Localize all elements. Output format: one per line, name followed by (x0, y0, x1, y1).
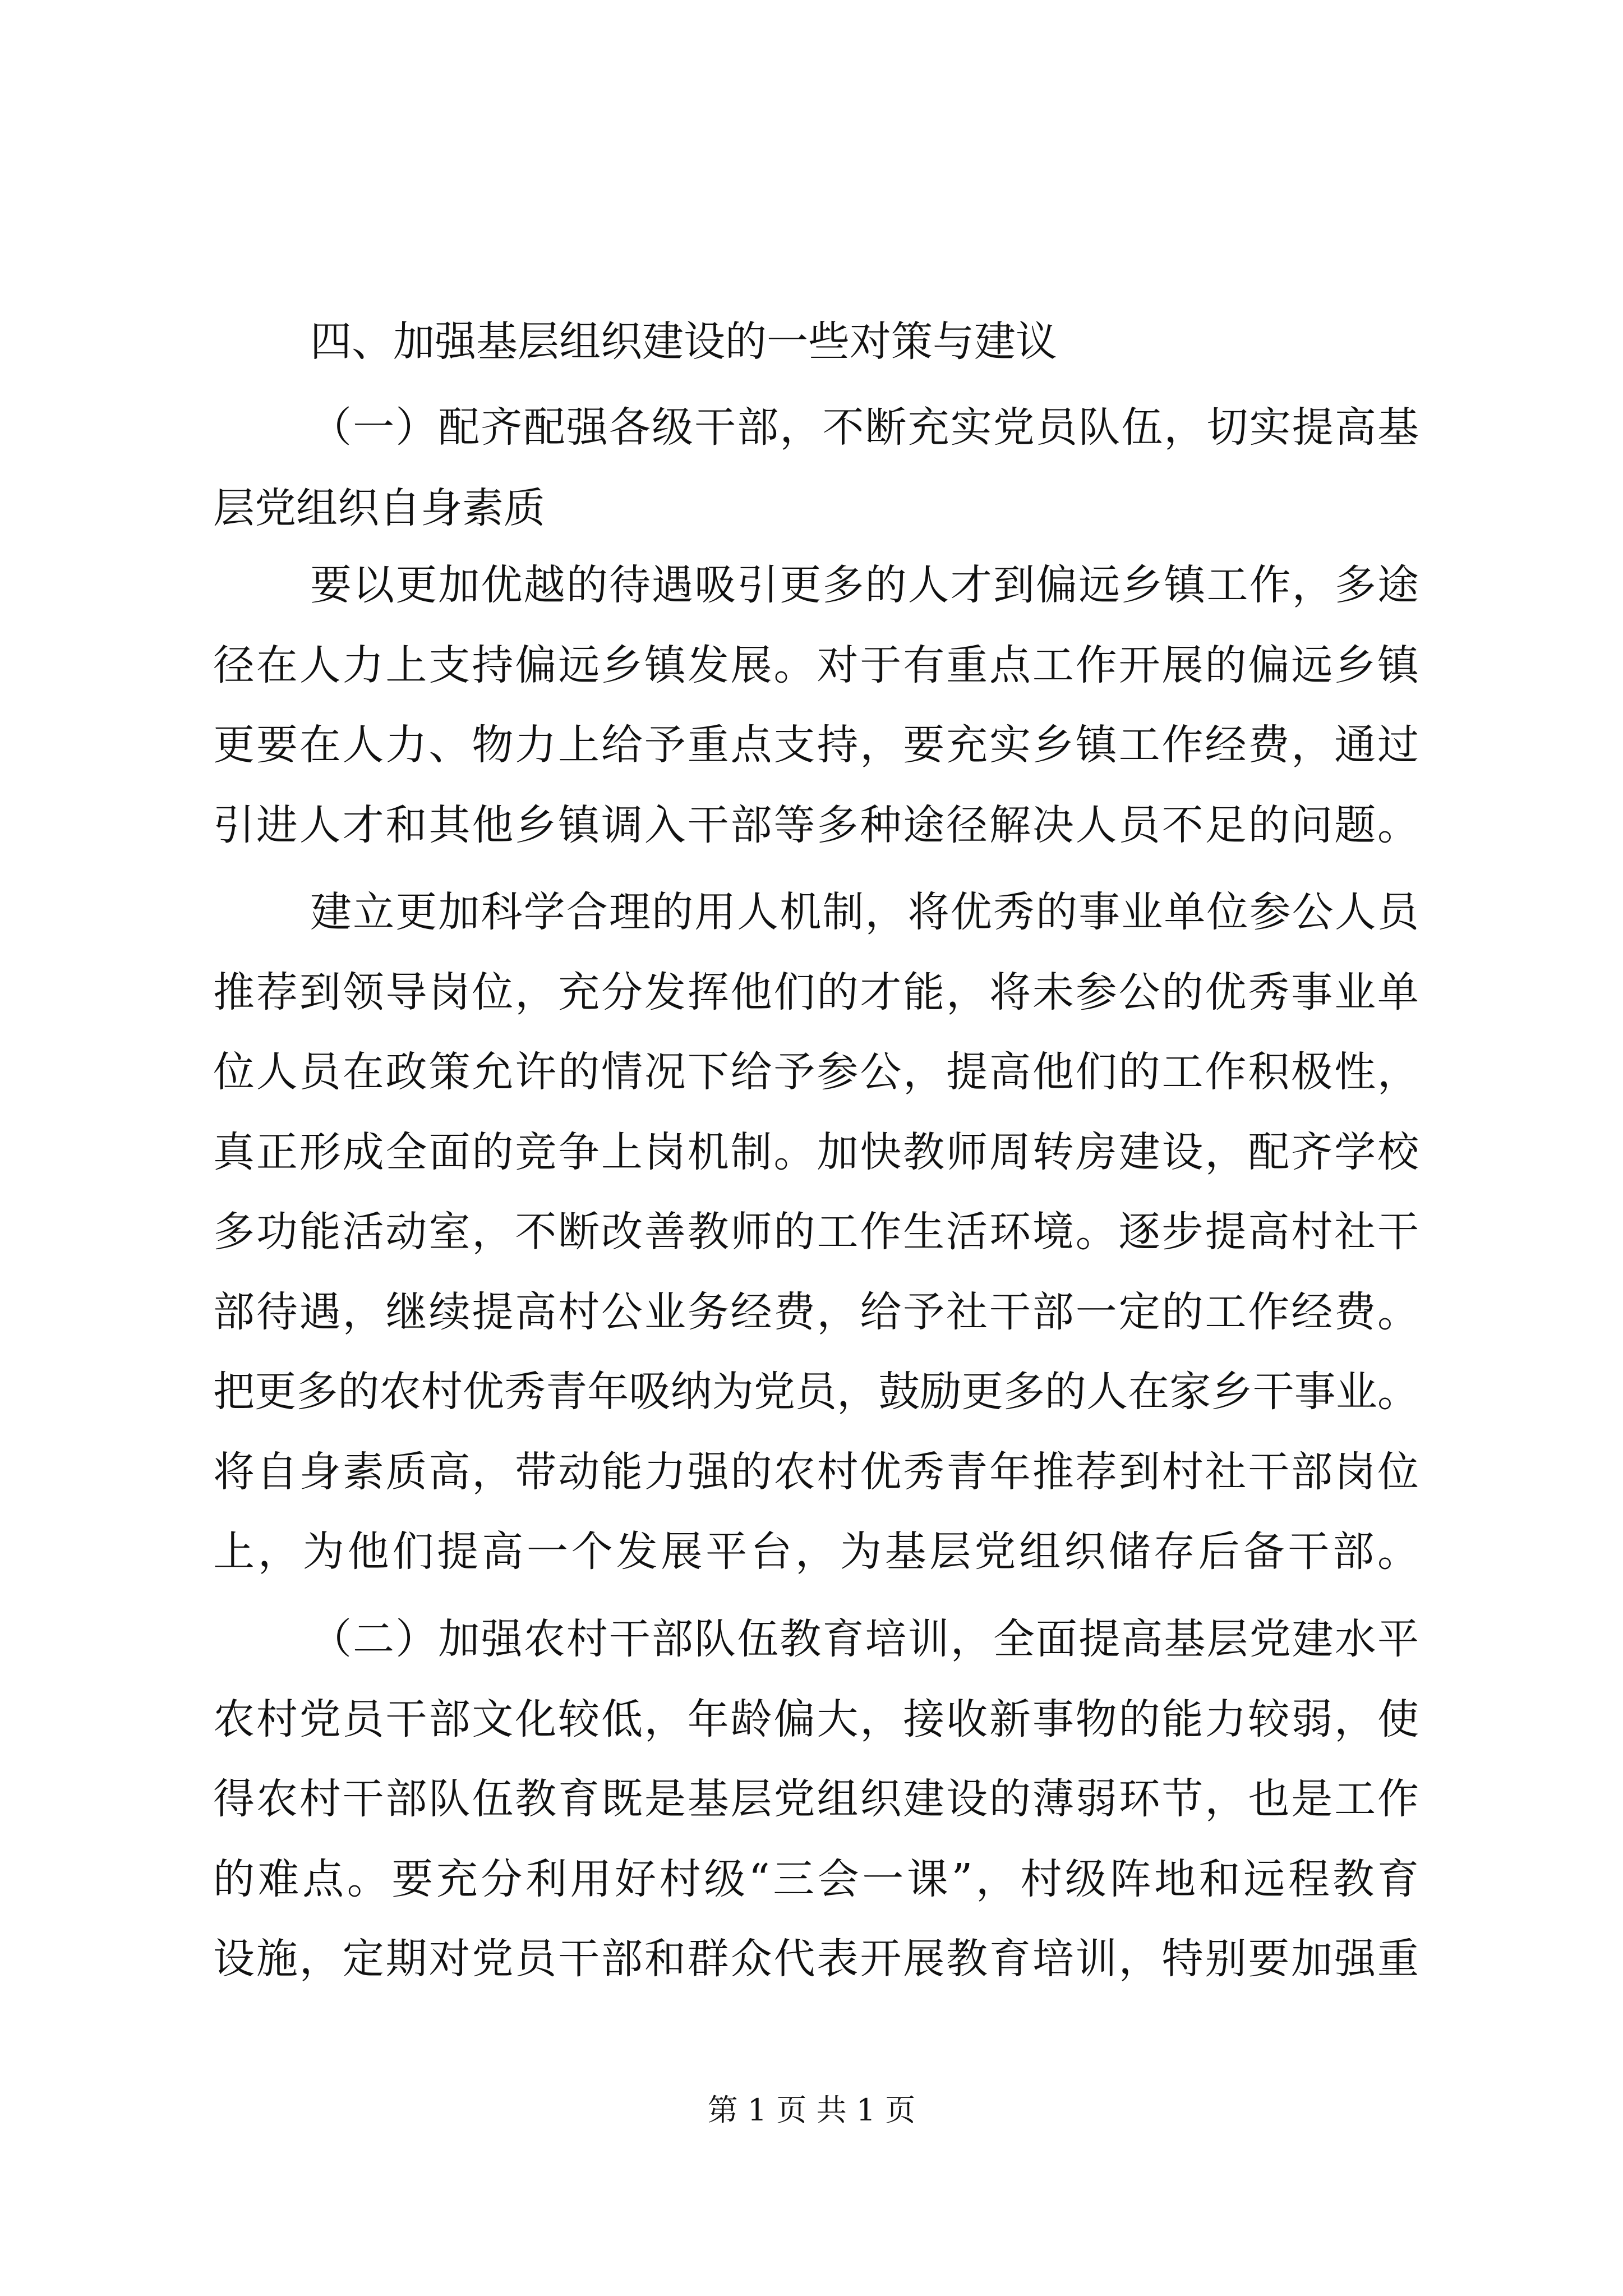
paragraph-line: 把更多的农村优秀青年吸纳为党员，鼓励更多的人在家乡干事业。 (213, 1368, 1419, 1416)
subsection-heading-2: （二）加强农村干部队伍教育培训，全面提高基层党建水平 (310, 1615, 1419, 1663)
paragraph-line: 径在人力上支持偏远乡镇发展。对于有重点工作开展的偏远乡镇 (213, 641, 1419, 689)
paragraph-line: 引进人才和其他乡镇调入干部等多种途径解决人员不足的问题。 (213, 801, 1419, 849)
paragraph-line: 建立更加科学合理的用人机制，将优秀的事业单位参公人员 (310, 888, 1419, 936)
paragraph-line: 要以更加优越的待遇吸引更多的人才到偏远乡镇工作，多途 (310, 561, 1419, 609)
paragraph-line: 部待遇，继续提高村公业务经费，给予社干部一定的工作经费。 (213, 1288, 1419, 1336)
paragraph-line: 将自身素质高，带动能力强的农村优秀青年推荐到村社干部岗位 (213, 1448, 1419, 1496)
subsection-heading-1: （一）配齐配强各级干部，不断充实党员队伍，切实提高基 (310, 403, 1419, 452)
paragraph-line: 设施，定期对党员干部和群众代表开展教育培训，特别要加强重 (213, 1935, 1419, 1983)
paragraph-line: 的难点。要充分利用好村级“三会一课”，村级阵地和远程教育 (213, 1855, 1419, 1903)
paragraph-line: 位人员在政策允许的情况下给予参公，提高他们的工作积极性， (213, 1048, 1419, 1096)
paragraph-line: 得农村干部队伍教育既是基层党组织建设的薄弱环节，也是工作 (213, 1775, 1419, 1823)
paragraph-line: 农村党员干部文化较低，年龄偏大，接收新事物的能力较弱，使 (213, 1695, 1419, 1743)
paragraph-line: 多功能活动室，不断改善教师的工作生活环境。逐步提高村社干 (213, 1208, 1419, 1256)
paragraph-line: 上，为他们提高一个发展平台，为基层党组织储存后备干部。 (213, 1527, 1419, 1576)
section-heading: 四、加强基层组织建设的一些对策与建议 (310, 318, 1057, 366)
subsection-heading-1-continued: 层党组织自身素质 (213, 484, 545, 532)
paragraph-line: 真正形成全面的竞争上岗机制。加快教师周转房建设，配齐学校 (213, 1128, 1419, 1176)
paragraph-line: 推荐到领导岗位，充分发挥他们的才能，将未参公的优秀事业单 (213, 968, 1419, 1016)
page-number-footer: 第 1 页 共 1 页 (707, 2092, 916, 2128)
paragraph-line: 更要在人力、物力上给予重点支持，要充实乡镇工作经费，通过 (213, 721, 1419, 769)
